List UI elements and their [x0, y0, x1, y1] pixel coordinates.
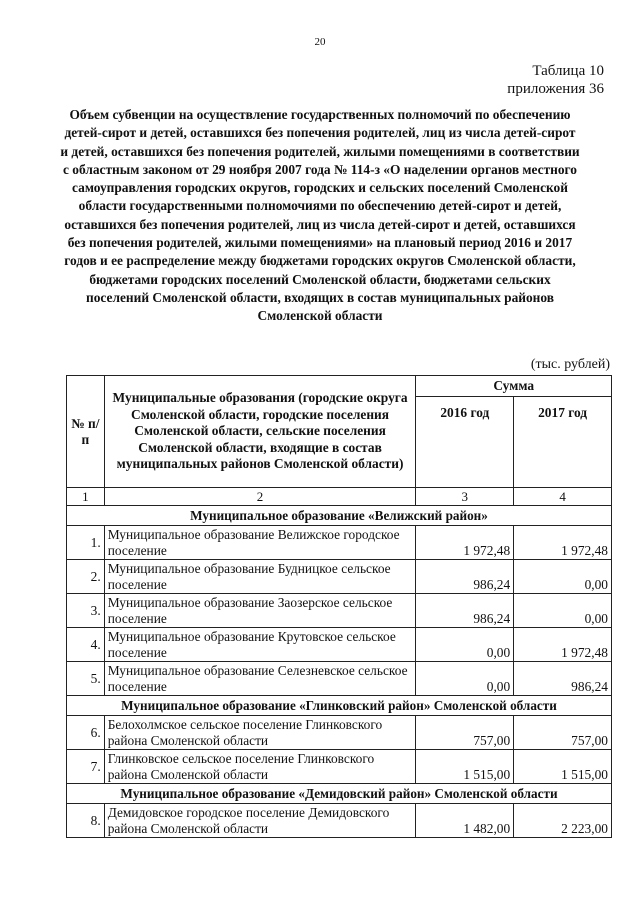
row-value-2016: 0,00 [416, 628, 514, 662]
row-number: 2. [67, 560, 105, 594]
row-number: 6. [67, 716, 105, 750]
table-row [67, 750, 612, 784]
row-value-2017: 986,24 [514, 662, 612, 696]
header-year-2016: 2016 год [416, 397, 514, 488]
row-number: 8. [67, 804, 105, 838]
table-row [67, 526, 612, 560]
header-year-2017: 2017 год [514, 397, 612, 488]
row-value-2016: 0,00 [416, 662, 514, 696]
row-value-2017: 2 223,00 [514, 804, 612, 838]
column-index: 2 [104, 488, 416, 506]
table-reference [507, 62, 604, 98]
row-value-2017: 757,00 [514, 716, 612, 750]
section-title: Муниципальное образование «Глинковский район» Смоленской области [67, 696, 612, 716]
section-title: Муниципальное образование «Велижский район» [67, 506, 612, 526]
table-row [67, 560, 612, 594]
row-name: Муниципальное образование Крутовское сельское поселение [104, 628, 416, 662]
row-value-2016: 1 972,48 [416, 526, 514, 560]
row-value-2017: 0,00 [514, 594, 612, 628]
subvention-table [66, 375, 612, 838]
row-name: Муниципальное образование Селезневское сельское поселение [104, 662, 416, 696]
row-value-2016: 986,24 [416, 560, 514, 594]
section-row [67, 784, 612, 804]
row-value-2016: 1 482,00 [416, 804, 514, 838]
row-name: Белохолмское сельское поселение Глинковского района Смоленской области [104, 716, 416, 750]
table-ref-line1: Таблица 10 [532, 63, 604, 79]
column-index: 1 [67, 488, 105, 506]
table-header [67, 376, 612, 488]
table-body [67, 488, 612, 838]
table-row [67, 594, 612, 628]
table-row [67, 804, 612, 838]
table-row [67, 628, 612, 662]
row-value-2016: 1 515,00 [416, 750, 514, 784]
section-title: Муниципальное образование «Демидовский район» Смоленской области [67, 784, 612, 804]
column-index: 3 [416, 488, 514, 506]
row-number: 4. [67, 628, 105, 662]
table-ref-line2: приложения 36 [507, 81, 604, 97]
page-number: 20 [314, 36, 326, 48]
row-value-2016: 757,00 [416, 716, 514, 750]
row-name: Муниципальное образование Будницкое сельское поселение [104, 560, 416, 594]
row-number: 7. [67, 750, 105, 784]
row-value-2017: 1 972,48 [514, 628, 612, 662]
column-index: 4 [514, 488, 612, 506]
table-row [67, 716, 612, 750]
row-name: Демидовское городское поселение Демидовского района Смоленской области [104, 804, 416, 838]
header-name: Муниципальные образования (городские округа Смоленской области, городские поселения Смоленской области, сельские поселения Смоленской области, входящие в состав муниципальных районов Смоленской области) [104, 376, 416, 488]
section-row [67, 696, 612, 716]
table-row [67, 662, 612, 696]
row-value-2017: 0,00 [514, 560, 612, 594]
row-number: 1. [67, 526, 105, 560]
column-index-row [67, 488, 612, 506]
document-title: Объем субвенции на осуществление государственных полномочий по обеспечению детей-сирот и детей, оставшихся без попечения родителей, лиц из числа детей-сирот и детей, оставшихся без попечения родителей, жилыми помещениями в соответствии с областным законом от 29 ноября 2007 года № 114-з «О наделении органов местного самоуправления городских округов, городских и сельских поселений Смоленской области государственными полномочиями по обеспечению детей-сирот и детей, оставшихся без попечения родителей, лиц из числа детей-сирот и детей, оставшихся без попечения родителей, жилыми помещениями» на плановый период 2016 и 2017 годов и ее распределение между бюджетами городских округов Смоленской области, бюджетами городских поселений Смоленской области, бюджетами сельских поселений Смоленской области, входящих в состав муниципальных районов Смоленской области [60, 107, 580, 324]
header-sum: Сумма [416, 376, 612, 397]
section-row [67, 506, 612, 526]
row-value-2017: 1 972,48 [514, 526, 612, 560]
header-num: № п/п [67, 376, 105, 488]
row-name: Глинковское сельское поселение Глинковского района Смоленской области [104, 750, 416, 784]
row-name: Муниципальное образование Велижское городское поселение [104, 526, 416, 560]
units-label: (тыс. рублей) [530, 357, 610, 372]
row-value-2016: 986,24 [416, 594, 514, 628]
row-name: Муниципальное образование Заозерское сельское поселение [104, 594, 416, 628]
row-number: 5. [67, 662, 105, 696]
row-value-2017: 1 515,00 [514, 750, 612, 784]
row-number: 3. [67, 594, 105, 628]
